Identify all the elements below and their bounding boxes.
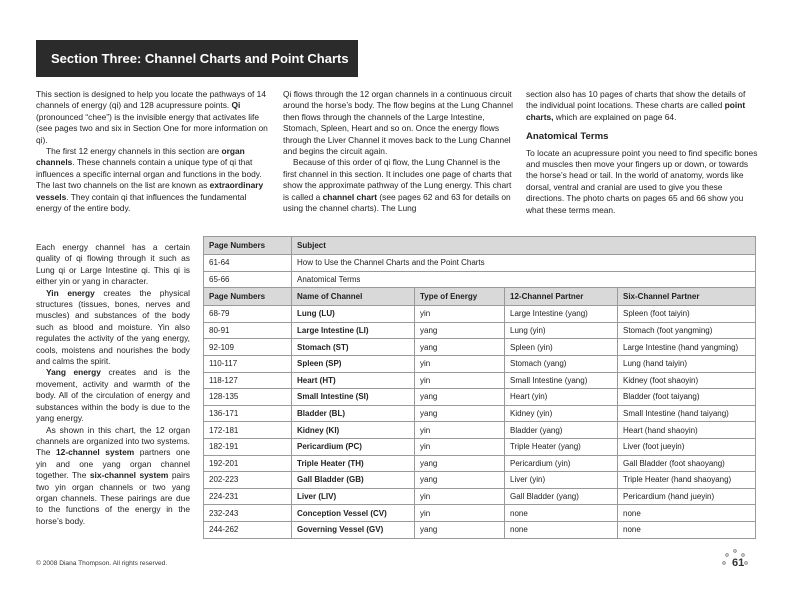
header-cell: Page Numbers — [204, 237, 292, 255]
copyright-notice: © 2008 Diana Thompson. All rights reserved. — [36, 560, 168, 567]
energy-type-cell: yin — [415, 355, 505, 372]
channel-name-cell: Liver (LIV) — [292, 488, 415, 505]
six-channel-partner-cell: Bladder (foot taiyang) — [618, 389, 756, 406]
channel-name-cell: Pericardium (PC) — [292, 438, 415, 455]
page-range-cell: 232-243 — [204, 505, 292, 522]
six-channel-partner-cell: none — [618, 505, 756, 522]
table-row — [204, 339, 756, 356]
intro-column — [36, 89, 268, 214]
table-row — [204, 455, 756, 472]
table-row — [204, 405, 756, 422]
yin-energy-paragraph: Yin energy creates the physical structures (tissues, bones, nerves and muscles) and substances of the body such as blood and moisture. Yin also regulates the activity of the yang energy, cools, moistens and nourishes the body and calms the spirit. — [36, 287, 190, 367]
page-number: 61 — [732, 557, 745, 569]
energy-type-cell: yin — [415, 488, 505, 505]
header-cell: Six-Channel Partner — [618, 288, 756, 306]
table-header-row — [204, 237, 756, 255]
table-row — [204, 438, 756, 455]
table-row — [204, 306, 756, 323]
twelve-channel-partner-cell: Liver (yin) — [505, 472, 618, 489]
table-row — [204, 521, 756, 538]
six-channel-partner-cell: Kidney (foot shaoyin) — [618, 372, 756, 389]
energy-type-cell: yang — [415, 521, 505, 538]
page-range-cell: 244-262 — [204, 521, 292, 538]
right-column — [526, 89, 758, 216]
channel-name-cell: Gall Bladder (GB) — [292, 472, 415, 489]
page-range-cell: 128-135 — [204, 389, 292, 406]
page-range-cell: 65-66 — [204, 271, 292, 288]
page-range-cell: 61-64 — [204, 255, 292, 272]
twelve-channel-partner-cell: none — [505, 521, 618, 538]
intro-paragraph-2: The first 12 energy channels in this section are organ channels. These channels contain a unique type of qi that influences a specific internal organ and functions in the body. The last two channels on the list are known as extraordinary vessels. They contain qi that influences the fundamental energy of the entire body. — [36, 146, 264, 214]
six-channel-partner-cell: Lung (hand taiyin) — [618, 355, 756, 372]
channel-name-cell: Heart (HT) — [292, 372, 415, 389]
energy-type-cell: yin — [415, 438, 505, 455]
table-row — [204, 271, 756, 288]
table-row — [204, 355, 756, 372]
header-cell: 12-Channel Partner — [505, 288, 618, 306]
six-channel-partner-cell: Spleen (foot taiyin) — [618, 306, 756, 323]
channel-systems-paragraph: As shown in this chart, the 12 organ channels are organized into two systems. The 12-channel system partners one yin and one yang organ channel together. The six-channel system pairs two yin organ channels or two yang organ channels. These pairings are due to the functions of the energy in the horse’s body. — [36, 424, 190, 526]
page-range-cell: 224-231 — [204, 488, 292, 505]
header-cell: Subject — [292, 237, 756, 255]
page-range-cell: 182-191 — [204, 438, 292, 455]
twelve-channel-partner-cell: Stomach (yang) — [505, 355, 618, 372]
section-banner — [36, 40, 358, 77]
table-row — [204, 389, 756, 406]
right-paragraph-2: To locate an acupressure point you need to find specific bones and muscles then move your fingers up or down, or towards the horse’s head or tail. In the world of anatomy, words like dorsal, ventral and cranial are used to give you these directions. The photo charts on pages 65 and 66 show you what these terms mean. — [526, 147, 758, 215]
energy-type-cell: yin — [415, 505, 505, 522]
energy-type-cell: yang — [415, 455, 505, 472]
intro-paragraph-1: This section is designed to help you locate the pathways of 14 channels of energy (qi) and 128 acupressure points. Qi (pronounced “chee”) is the invisible energy that activates life (see pages two and six in Section One for more information on qi). — [36, 89, 268, 145]
table-row — [204, 505, 756, 522]
twelve-channel-partner-cell: Bladder (yang) — [505, 422, 618, 439]
right-paragraph-1: section also has 10 pages of charts that show the details of the individual point locations. These charts are called point charts, which are explained on page 64. — [526, 89, 746, 122]
twelve-channel-partner-cell: Small Intestine (yang) — [505, 372, 618, 389]
energy-type-cell: yin — [415, 306, 505, 323]
table-row — [204, 422, 756, 439]
six-channel-partner-cell: Large Intestine (hand yangming) — [618, 339, 756, 356]
table-row — [204, 372, 756, 389]
six-channel-partner-cell: Heart (hand shaoyin) — [618, 422, 756, 439]
twelve-channel-partner-cell: Spleen (yin) — [505, 339, 618, 356]
channel-name-cell: Bladder (BL) — [292, 405, 415, 422]
twelve-channel-partner-cell: Triple Heater (yang) — [505, 438, 618, 455]
page-range-cell: 136-171 — [204, 405, 292, 422]
page-range-cell: 192-201 — [204, 455, 292, 472]
page-range-cell: 110-117 — [204, 355, 292, 372]
six-channel-partner-cell: Small Intestine (hand taiyang) — [618, 405, 756, 422]
table-row — [204, 255, 756, 272]
qi-quality-paragraph: Each energy channel has a certain quality of qi flowing through it such as Lung qi or Large Intestine qi. This qi is either yin or yang in character. — [36, 242, 190, 287]
twelve-channel-partner-cell: Large Intestine (yang) — [505, 306, 618, 323]
middle-column — [283, 89, 513, 214]
table-header-row — [204, 288, 756, 306]
table-row — [204, 472, 756, 489]
middle-paragraph-1: Qi flows through the 12 organ channels in a continuous circuit around the horse’s body. The flow begins at the Lung Channel then flows through the channels of the Large Intestine, Stomach, Spleen, Heart and so on. Once the energy flows through the Liver Channel it moves back to the Lung Channel and begins the circuit again. — [283, 89, 514, 157]
twelve-channel-partner-cell: Heart (yin) — [505, 389, 618, 406]
energy-type-cell: yang — [415, 472, 505, 489]
energy-type-cell: yin — [415, 422, 505, 439]
channel-name-cell: Kidney (KI) — [292, 422, 415, 439]
page-range-cell: 80-91 — [204, 322, 292, 339]
energy-type-cell: yang — [415, 405, 505, 422]
six-channel-partner-cell: Pericardium (hand jueyin) — [618, 488, 756, 505]
channel-name-cell: Lung (LU) — [292, 306, 415, 323]
channel-name-cell: Large Intestine (LI) — [292, 322, 415, 339]
energy-type-cell: yin — [415, 372, 505, 389]
channel-name-cell: Triple Heater (TH) — [292, 455, 415, 472]
channel-name-cell: Stomach (ST) — [292, 339, 415, 356]
page-range-cell: 68-79 — [204, 306, 292, 323]
channel-name-cell: Conception Vessel (CV) — [292, 505, 415, 522]
channel-name-cell: Small Intestine (SI) — [292, 389, 415, 406]
header-cell: Name of Channel — [292, 288, 415, 306]
channel-table — [203, 236, 756, 539]
twelve-channel-partner-cell: Lung (yin) — [505, 322, 618, 339]
page-range-cell: 118-127 — [204, 372, 292, 389]
energy-type-cell: yang — [415, 389, 505, 406]
header-cell: Page Numbers — [204, 288, 292, 306]
energy-type-cell: yang — [415, 339, 505, 356]
section-title: Section Three: Channel Charts and Point Charts — [51, 51, 349, 66]
six-channel-partner-cell: none — [618, 521, 756, 538]
six-channel-partner-cell: Gall Bladder (foot shaoyang) — [618, 455, 756, 472]
twelve-channel-partner-cell: Pericardium (yin) — [505, 455, 618, 472]
middle-paragraph-2: Because of this order of qi flow, the Lung Channel is the first channel in this section. It includes one page of charts that show the approximate pathway of the Lung energy. This chart is called a channel chart (see pages 62 and 63 for details on using the channel charts). The Lung — [283, 157, 512, 214]
twelve-channel-partner-cell: none — [505, 505, 618, 522]
yang-energy-paragraph: Yang energy creates and is the movement, activity and warmth of the body. All of the circulation of energy and substances within the body is due to the yang energy. — [36, 367, 191, 424]
table-row — [204, 488, 756, 505]
subject-cell: How to Use the Channel Charts and the Point Charts — [292, 255, 756, 272]
header-cell: Type of Energy — [415, 288, 505, 306]
six-channel-partner-cell: Stomach (foot yangming) — [618, 322, 756, 339]
six-channel-partner-cell: Liver (foot jueyin) — [618, 438, 756, 455]
six-channel-partner-cell: Triple Heater (hand shaoyang) — [618, 472, 756, 489]
channel-name-cell: Governing Vessel (GV) — [292, 521, 415, 538]
table-row — [204, 322, 756, 339]
page-range-cell: 202-223 — [204, 472, 292, 489]
page-range-cell: 172-181 — [204, 422, 292, 439]
twelve-channel-partner-cell: Gall Bladder (yang) — [505, 488, 618, 505]
lower-left-column — [36, 242, 190, 527]
subject-cell: Anatomical Terms — [292, 271, 756, 288]
page-range-cell: 92-109 — [204, 339, 292, 356]
twelve-channel-partner-cell: Kidney (yin) — [505, 405, 618, 422]
anatomical-terms-heading: Anatomical Terms — [526, 131, 609, 143]
channel-name-cell: Spleen (SP) — [292, 355, 415, 372]
energy-type-cell: yang — [415, 322, 505, 339]
